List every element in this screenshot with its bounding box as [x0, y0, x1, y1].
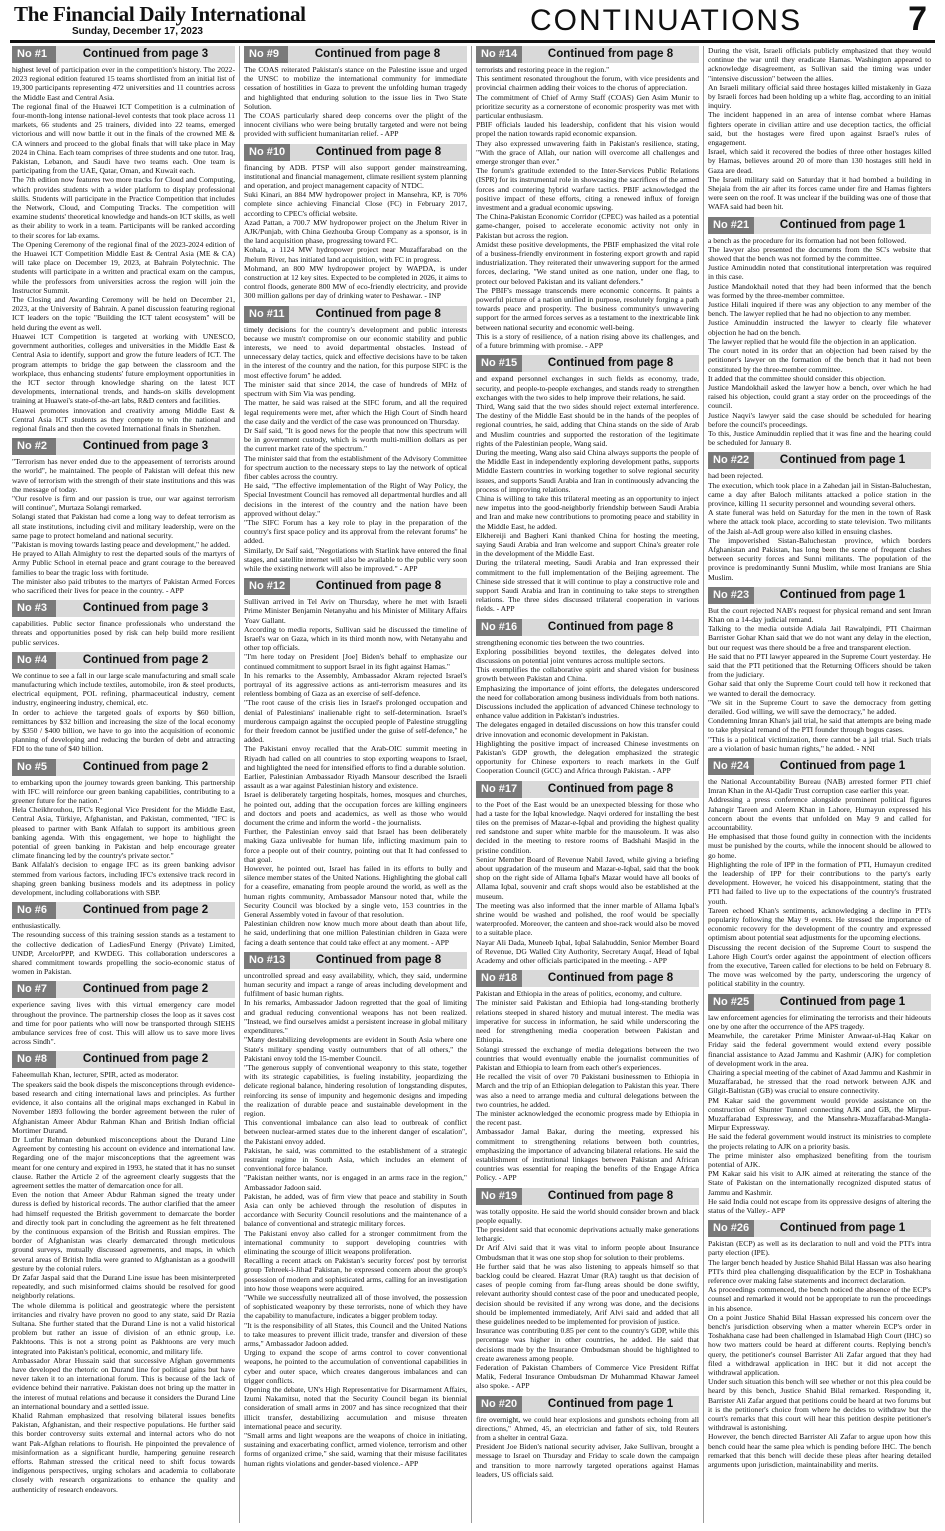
article-paragraph: Senior Member Board of Revenue Nabil Javed, while giving a briefing about upgradation of the museum and Mazar-e-Iqbal, said that the book shop on the right side of Allama Iqbal's Mazar would have all books of Allama Iqbal, souvenir and craft shops would also be established at the museum. — [476, 854, 699, 901]
item-number: No #7 — [12, 981, 56, 998]
continued-from-label: Continued from page 2 — [82, 653, 209, 666]
article-paragraph: The Opening Ceremony of the regional final of the 2023-2024 edition of the Huawei ICT Competition Middle East & Central Asia (ME & CA) will take place on December 19, 2023, at Bahrain Polytechnic. The students will participate in a written and practical exam on the campus, while the professors from universities across the region will join the Instructor Summit. — [12, 239, 235, 295]
item-number: No #20 — [476, 1396, 522, 1413]
article-paragraph: Insurance was contributing 0.85 per cent to the country's GDP, while this percentage was higher in other countries, he added. He said that decisions made by the Insurance Ombudsman should be highlighted to create awareness among people. — [476, 1326, 699, 1363]
item-header — [476, 355, 699, 372]
continuation-item — [244, 144, 467, 301]
continuation-item — [12, 1051, 235, 1493]
item-number: No #25 — [708, 994, 754, 1011]
article-paragraph: financing by ADB. PTSP will also support gender mainstreaming, institutional and financial management, climate resilient system planning and operation, and project management capacity of NTDC. — [244, 162, 467, 191]
item-number: No #2 — [12, 438, 56, 455]
article-paragraph: "Pakistan is moving towards lasting peace and development," he added. — [12, 539, 231, 549]
item-header — [708, 1220, 931, 1237]
article-paragraph: Amidst these positive developments, the PBIF emphasized the vital role of a business-friendly environment in fostering export growth and rapid industrialization. They reiterated their unwavering support for the armed forces, declaring, "We stand united as one nation, under one flag, to protect our beloved Pakistan and its valiant defenders." — [476, 239, 699, 286]
item-number: No #19 — [476, 1188, 522, 1205]
item-number: No #17 — [476, 781, 522, 798]
article-paragraph: The minister said that since 2014, the case of hundreds of MHz of spectrum with Sim Via was pending. — [244, 379, 467, 399]
article-paragraph: Israel is deliberately targeting hospitals, homes, mosques and churches, he pointed out, adding that the occupation forces are killing engineers and doctors and poets and academics, as well as those who would document the crime and inform the world - the journalists. — [244, 790, 467, 828]
article-paragraph: The COAS reiterated Pakistan's stance on the Palestine issue and urged the UNSC to mobilize the international community for immediate cessation of hostilities in Gaza to prevent the unfolding human tragedy and highlighted that enduring solution to the issue lies in Two State Solution. — [244, 65, 467, 111]
article-paragraph: Opening the debate, UN's High Representative for Disarmament Affairs, Izumi Nakamitsu, noted that the Security Council began its biennial consideration of small arms in 2007 and has since recognized that their illicit transfer, destabilizing accumulation and misuse threaten international peace and security. — [244, 1385, 467, 1431]
item-header — [12, 981, 235, 998]
continuation-item — [476, 1396, 699, 1479]
article-paragraph: Justice Aminuddin instructed the lawyer to clearly file whatever objection he had on the bench. — [708, 318, 931, 337]
article-paragraph: But the court rejected NAB's request for physical remand and sent Imran Khan on a 14-day judicial remand. — [708, 605, 931, 624]
article-paragraph: was totally opposite. He said the world should consider brown and black people equally. — [476, 1206, 699, 1225]
article-paragraph: The PBIF's message transcends mere economic concerns. It paints a powerful picture of a nation unified in purpose, resolutely forging a path towards peace and prosperity. The business community's unwavering support for the armed forces serves as a testament to the inextricable link between national security and economic well-being. — [476, 285, 699, 332]
article-paragraph: The impoverished Sistan-Baluchestan province, which borders Afghanistan and Pakistan, has long been the scene of frequent clashes between security forces and Sunni militants. The population of the province is predominantly Sunni Muslim, while most Iranians are Shia Muslim. — [708, 535, 931, 582]
item-number: No #14 — [476, 46, 522, 63]
continuation-item — [476, 970, 699, 1182]
item-header — [708, 758, 931, 775]
article-paragraph: "The generous supply of conventional weaponry to this state, together with its strategic capabilities, is fueling instability, jeopardizing the delicate regional balance, hindering resolution of longstanding disputes, reinforcing its sense of impunity and hegemonic designs and impeding the realization of durable peace and sustainable development in the region. — [244, 1062, 467, 1118]
article-paragraph: experience saving lives with this virtual emergency care model throughout the province. The partnership closes the loop as it saves cost and time for poor patients who will now be transported through SIEHS ambulance services free of cost. This will allow us to save more lives across Sindh". — [12, 1000, 235, 1047]
item-header — [12, 46, 235, 63]
issue-date: Sunday, December 17, 2023 — [72, 26, 203, 37]
continuation-item — [708, 994, 931, 1215]
article-paragraph: Azad Pattan, a 700.7 MW hydropower project on the Jhelum River in AJK/Punjab, with China Gezhouba Group Company as a sponsor, is in the land acquisition phase, progressing toward FC. — [244, 217, 467, 246]
continuation-item — [476, 46, 699, 350]
article-paragraph: The Pakistani envoy also called for a stronger commitment from the international community to support developing countries with eliminating the scourge of illicit weapons proliferation. — [244, 1228, 467, 1256]
continuation-item — [244, 46, 467, 139]
continuation-item — [244, 306, 467, 573]
article-paragraph: Solangi stated that Pakistan had come a long way to defeat terrorism as all state institutions, including civil and military leadership, were on the same page to protect homeland and national security. — [12, 512, 235, 540]
article-paragraph: He said, "The effective implementation of the Right of Way Policy, the Special Investment Council has removed all departmental hurdles and all decisions in the interest of the country and the nation have been approved without delay." — [244, 481, 467, 518]
continuation-item — [708, 1220, 931, 1469]
article-paragraph: Pakistan, he said, was committed to the establishment of a strategic restraint regime in South Asia, which includes an element of conventional force balance. — [244, 1145, 467, 1174]
item-number: No #9 — [244, 46, 288, 63]
masthead — [10, 0, 935, 43]
item-header — [12, 600, 235, 617]
item-header — [476, 1396, 699, 1413]
article-paragraph: Highlighting the positive impact of increased Chinese investments on Pakistan's GDP growth, the delegation emphasized the strategic opportunity for Chinese exporters to reach markets in the Gulf Cooperation Council (GCC) and Africa through Pakistan. - APP — [476, 738, 699, 776]
continued-from-label: Continued from page 8 — [547, 357, 674, 370]
article-paragraph: Suki Kinari, an 884 MW hydropower project in Mansehra, KP, is 70% complete since achieving Financial Close (FC) in February 2017, according to CPEC's official website. — [244, 190, 467, 218]
article-paragraph: On a point Justice Shahid Bilal Hassan expressed his concern over the bench's jurisdiction observing when a matter wherein ECP's order in Toshakhana case had been challenged in Islamabad High Court (IHC) so how two matters could be heard at different courts. Replying bench's query, the petitioner's counsel Barrister Ali Zafar argued that they had filed a withdrawal application in IHC but it did not accept the withdrawal application. — [708, 1312, 931, 1377]
article-paragraph: Urging to expand the scope of arms control to cover conventional weapons, he pointed to the accumulation of conventional capabilities in cyber and outer space, which creates dangerous imbalances and can trigger conflicts. — [244, 1348, 467, 1385]
article-paragraph: The president said that economic deprivations actually make generations lethargic. — [476, 1224, 699, 1244]
article-paragraph: The matter, he said was raised at the SIFC forum, and all the required legal requirements were met, after which the High Court of Sindh heard the case daily and the verdict of the case was pronounced on Thursday. — [244, 398, 467, 426]
item-header — [708, 587, 931, 604]
article-paragraph: Huawei ICT Competition is targeted at working with UNESCO, government authorities, colleges and universities in the Middle East & Central Asia to identify, support and grow the future leaders of ICT. The program attempts to bridge the gap between the classroom and the workplace, thus enhancing students' future employment opportunities in the ICT sector through knowledge sharing on the latest ICT developments, international trends, and hands-on skills development training at Huawei's state-of-the-art labs, R&D centers and facilities. — [12, 331, 235, 406]
column-1 — [12, 46, 235, 1523]
item-number: No #6 — [12, 902, 56, 919]
section-title: CONTINUATIONS — [530, 4, 803, 37]
article-paragraph: The speakers said the book dispels the misconceptions through evidence-based research and citing international laws and principles. As further evidence, it also contains all the original maps exchanged in Kabul in November 1893 following the border agreement between the ruler of Afghanistan Ameer Abdur Rahman Khan and British Indian official Mortimer Durand. — [12, 1079, 235, 1135]
article-paragraph: uncontrolled spread and easy availability, which, they said, undermine human security and impact a range of areas including development and fulfilment of basic human rights. — [244, 970, 467, 999]
article-paragraph: PM Kakar said the government would provide assistance on the construction of Shunter Tunnel connecting AJK and GB, the Mirpur-Muzaffarabad Expressway, and the Mansehra-Muzaffarabad-Mangla-Mirpur Expressway. — [708, 1095, 931, 1133]
article-paragraph: Tareen echoed Khan's sentiments, acknowledging a decline in PTI's popularity following the May 9 events. He stressed the importance of economic recovery for the development of the country and expressed optimism about potential seat adjustments for the upcoming elections. — [708, 905, 931, 943]
continued-from-label: Continued from page 8 — [547, 972, 674, 985]
newspaper-page — [10, 0, 935, 1523]
article-paragraph: capabilities. Public sector finance professionals who understand the threats and opportunities posed by risk can help build more resilient public services. — [12, 619, 235, 647]
item-header — [12, 902, 235, 919]
article-paragraph: highest level of participation ever in the competition's history. The 2022-2023 regional edition featured 15 teams shortlisted from an initial list of 19,300 participants representing 472 universities and 11 countries across the Middle East and Central Asia. — [12, 65, 235, 102]
continuation-item — [476, 781, 699, 966]
article-paragraph: The commitment of Chief of Army Staff (COAS) Gen Asim Munir to prioritize security as a cornerstone of economic prosperity was met with particular enthusiasm. — [476, 92, 699, 121]
item-number: No #11 — [244, 306, 289, 323]
continued-from-label: Continued from page 1 — [779, 995, 906, 1008]
item-number: No #22 — [708, 452, 754, 469]
article-paragraph: a bench as the procedure for its formation had not been followed. — [708, 235, 907, 245]
article-paragraph: Discussing the recent decision of the Supreme Court to suspend the Lahore High Court's order against the appointment of election officers from the executive, Tareen called for elections to be held on February 8. The move was welcomed by the party, underscoring the urgency of political stability in the country. — [708, 942, 931, 989]
article-paragraph: terrorists and restoring peace in the region." — [476, 65, 610, 74]
item-header — [12, 438, 235, 455]
article-paragraph: Hela Cheikhrouhou, IFC's Regional Vice President for the Middle East, Central Asia, Türkiye, Afghanistan, and Pakistan, commented, "IFC is pleased to partner with Bank Alfalah to support its ambitious green banking agenda. With this engagement, we hope to highlight the potential of green banking in Pakistan and help encourage greater climate financing led by the country's private sector." — [12, 805, 235, 861]
article-paragraph: The lawyer replied that he would file the objection in an application. — [708, 336, 917, 346]
article-paragraph: Recalling a recent attack on Pakistan's security forces' post by terrorist group Tehreek-i-Jihad Pakistan, he expressed concern about the group's possession of modern and sophisticated arms, calling for an investigation into how those weapons were acquired. — [244, 1256, 467, 1293]
article-paragraph: Even the notion that Ameer Abdur Rahman signed the treaty under duress is defied by historical records. The author clarified that the ameer had himself requested the British government to demarcate the border and directly took part in concluding the agreement as he felt threatened by the continuous expansion of the British and Russian empires. The border of Afghanistan was clearly demarcated through meticulous ground surveys, mutually discussed agreements, and maps, in which several areas of British India were granted to Afghanistan as a goodwill gesture by the colonial rulers. — [12, 1190, 235, 1273]
continued-from-label: Continued from page 1 — [779, 760, 906, 773]
article-paragraph: Further, the Palestinian envoy said that Israel has been deliberately making Gaza unliveable for human life, inflicting maximum pain to force a people out of their country, pointing out that It had confessed to that goal. — [244, 827, 467, 864]
item-number: No #18 — [476, 970, 522, 987]
article-paragraph: Chairing a special meeting of the cabinet of Azad Jammu and Kashmir in Muzaffarabad, he stressed that the road network between AJK and Gilgit-Baltistan (GB) was crucial to ensure connectivity. — [708, 1067, 931, 1096]
article-paragraph: The minister acknowledged the economic progress made by Ethiopia in the recent past. — [476, 1108, 699, 1128]
item-header — [12, 759, 235, 776]
article-paragraph: enthusiastically. — [12, 921, 61, 931]
article-paragraph: Nayar Ali Dada, Muneeb Iqbal, Iqbal Salahuddin, Senior Member Board of Revenue, DG Walled City Authority, Secretary Auqaf, Head of Iqbal Academy and other officials participated in the meeting. - APP — [476, 937, 699, 966]
article-paragraph: The lawyer also presented the documents from the SC's website that showed that the bench was not formed by the committee. — [708, 244, 931, 264]
continued-from-label: Continued from page 8 — [315, 307, 441, 320]
article-paragraph: President Joe Biden's national security adviser, Jake Sullivan, brought a message to Israel on Thursday and Friday to scale down the campaign and transition to more narrowly targeted operations against Hamas leaders, US officials said. — [476, 1442, 699, 1479]
continued-from-label: Continued from page 8 — [315, 145, 442, 158]
article-paragraph: A state funeral was held on Saturday for the men in the town of Rask where the attack took place, according to state television. Two militants of the Jaish al-Adl group were also killed in ensuing clashes. — [708, 508, 931, 536]
article-paragraph: He recalled the visit of over 70 Pakistani businessmen to Ethiopia in March and the trip of an Ethiopian delegation to Pakistan this year. There was also a need to arrange media and cultural delegations between the two countries, he added. — [476, 1072, 699, 1109]
item-header — [708, 217, 931, 234]
continuation-item — [708, 452, 931, 581]
article-paragraph: PBIF officials lauded his leadership, confident that his vision would propel the nation towards rapid economic expansion. — [476, 120, 699, 139]
item-number: No #8 — [12, 1051, 56, 1068]
article-paragraph: Solangi stressed the exchange of media delegations between the two countries that would eventually enable the journalist communities of Pakistan and Ethiopia to learn from each other's experiences. — [476, 1044, 699, 1072]
continued-from-label: Continued from page 8 — [547, 620, 674, 633]
continued-from-label: Continued from page 3 — [82, 48, 209, 60]
article-paragraph: This sentiment resonated throughout the forum, with vice presidents and provincial chairmen adding their voices to the chorus of appreciation. — [476, 74, 699, 93]
continuation-item — [476, 619, 699, 776]
article-paragraph: In his remarks, Ambassador Jadoon regretted that the goal of limiting and gradual reducing conventional weapons has not been realized. "Instead, we find ourselves amidst a persistent increase in global military expenditures." — [244, 998, 467, 1036]
continuation-item — [12, 981, 235, 1046]
item-number: No #1 — [12, 46, 56, 63]
article-paragraph: and expand personnel exchanges in such fields as economy, trade, security, and people-to-people exchanges, and stands ready to strengthen exchanges with the two sides to help improve their relations, he said. — [476, 374, 699, 402]
article-paragraph: The meeting was also informed that the inner marble of Allama Iqbal's shrine would be washed and polished, the roof would be specially waterproofed. Moreover, the canteen and shoe-rack would also be moved to a suitable place. — [476, 900, 699, 938]
item-header — [244, 952, 467, 969]
item-number: No #10 — [244, 144, 290, 161]
article-paragraph: Similarly, Dr Saif said, "Negotiations with Starlink have entered the final stages, and satellite internet will also be available to the public very soon while the existing network will also be improved." - APP — [244, 545, 467, 573]
article-paragraph: The prime minister also emphasized benefiting from the tourism potential of AJK. — [708, 1150, 931, 1169]
article-paragraph: "This is a political victimization, there cannot be a jail trial. Such trials are a violation of basic human rights," he added. - NNI — [708, 734, 931, 753]
item-number: No #26 — [708, 1220, 754, 1237]
continued-from-label: Continued from page 2 — [82, 760, 209, 773]
continuation-item — [12, 46, 235, 433]
article-paragraph: Dr Lutfur Rehman debunked misconceptions about the Durand Line Agreement by contesting his account on evidence and international law. Regarding one of the major misconceptions that the agreement was meant for one century and expired in 1993, he stated that it has no sunset clause. Rather the Article 2 of the agreement clearly suggests that the agreement settles the matter of demarcation once for all. — [12, 1134, 235, 1190]
article-paragraph: Elkhereiji and Bagheri Kani thanked China for hosting the meeting, saying Saudi Arabia and Iran welcome and support China's greater role in the development of the Middle East. — [476, 530, 699, 559]
article-paragraph: The larger bench headed by Justice Shahid Bilal Hassan was also hearing PTI's third plea challenging disqualification by the ECP in Toshakhana reference over making false statements and incorrect declaration. — [708, 1257, 931, 1285]
item-number: No #24 — [708, 758, 754, 775]
column-rule — [239, 46, 240, 1523]
article-paragraph: fire overnight, we could hear explosions and gunshots echoing from all directions," Ahmed, 45, an electrician and father of six, told Reuters from a shelter in central Gaza. — [476, 1414, 699, 1443]
article-paragraph: strengthening economic ties between the two countries. — [476, 637, 645, 647]
article-paragraph: Khalid Rahman emphasized that resolving bilateral issues benefits Pakistan, Afghanistan, and their respective populations. He further said this border controversy suits external and internal actors who do not want Pak-Afghan relations to flourish. He pinpointed the prevalence of misinformation as a significant hurdle, hampering genuine research efforts. Rahman stressed the critical need to shift focus towards indigenous perspectives, urging scholars and academia to collaborate closely with research organizations to enhance the quality and authenticity of research endeavors. — [12, 1411, 235, 1494]
article-paragraph: The execution, which took place in a Zahedan jail in Sistan-Baluchestan, came a day after Baloch militants attacked a police station in the province, killing 11 security personnel and wounding several others. — [708, 480, 931, 508]
continued-from-label: Continued from page 2 — [82, 904, 209, 917]
article-paragraph: "Our resolve is firm and our passion is true, our war against terrorism will continue", Murtaza Solangi remarked. — [12, 493, 235, 513]
article-paragraph: Ambassador Abrar Hussain said that successive Afghan governments have developed the rhetoric on Durand line for political gains but have never taken it to an international forum. This is because of the lack of evidence behind their narrative. Pakistan does not bring up the matter in the interest of mutual relations and because it considers the Durand Line an international boundary and a settled issue. — [12, 1355, 235, 1411]
article-paragraph: Justice Naqvi's lawyer said the case should be scheduled for hearing before the council's proceedings. — [708, 410, 931, 429]
article-paragraph: Israel, which said it recovered the bodies of three other hostages killed by Hamas, believes around 20 of more than 130 hostages still held in Gaza are dead. — [708, 147, 931, 175]
continued-from-label: Continued from page 3 — [82, 602, 209, 615]
article-paragraph: He said that no PTI lawyer appeared in the Supreme Court yesterday. He said that the PTI petitioned that the Returning Officers should be taken from the judiciary. — [708, 651, 931, 680]
article-paragraph: Justice Mandokhail asked the lawyer how a bench, over which he had raised his objection, could grant a stay order on the proceedings of the council. — [708, 382, 931, 411]
item-number: No #23 — [708, 587, 754, 604]
article-paragraph: This conventional imbalance can also lead to outbreak of conflict between nuclear-armed states due to the inherent danger of escalation", the Pakistani envoy added. — [244, 1118, 467, 1146]
continued-from-label: Continued from page 8 — [314, 48, 441, 60]
article-paragraph: Addressing a press conference alongside prominent political figures Jahangir Tareen and Aleem Khan in Lahore, Humayun expressed his concern about the events that unfolded on May 9 and called for accountability. — [708, 795, 931, 833]
continued-from-label: Continued from page 1 — [547, 1397, 674, 1410]
article-paragraph: He emphasised that those found guilty in connection with the incidents must be punished by the courts, while the innocent should be allowed to go home. — [708, 832, 931, 860]
item-number: No #5 — [12, 759, 56, 776]
continuation-item — [12, 652, 235, 754]
article-paragraph: Dr Zafar Jaspal said that the Durand Line issue has been misinterpreted repeatedly, and such misinformed claims should be resolved for good neighborly relations. — [12, 1272, 235, 1301]
continuation-item — [708, 46, 931, 212]
item-number: No #12 — [244, 578, 290, 595]
continued-from-label: Continued from page 1 — [779, 218, 906, 231]
article-paragraph: the National Accountability Bureau (NAB) arrested former PTI chief Imran Khan in the Al-Qadir Trust corruption case earlier this year. — [708, 777, 931, 796]
article-paragraph: He further said that he was also listening to appeals himself so that backlog could be cleared. Hazrat Umar (RA) taught us that decision of cases of people coming from far-flung areas should be done swiftly, relevant authority should contest case of the poor and uneducated people, decision should be revisited if any wrong was done, and the decisions should be implemented immediately, Arif Alvi said and added that all these guidelines needed to be implemented for provision of justice. — [476, 1261, 699, 1326]
item-number: No #3 — [12, 600, 56, 617]
continued-from-label: Continued from page 8 — [547, 48, 674, 60]
article-paragraph: Gohar said that only the Supreme Court could tell how it reckoned that we wanted to derail the democracy. — [708, 679, 931, 698]
article-paragraph: timely decisions for the country's development and public interests because we mustn't compromise on our economic stability and public interests, we need to avoid departmental obstacles. Instead of unnecessary delay tactics, quick and effective decisions have to be taken in the interest of the country and the nation, for this purpose SIFC is the most effective forum" he added. — [244, 324, 467, 380]
article-paragraph: Federation of Pakistan Chambers of Commerce Vice President Riffat Malik, Federal Insurance Ombudsman Dr Muhammad Khawar Jameel also spoke. - APP — [476, 1363, 699, 1391]
article-paragraph: to the Poet of the East would be an unexpected blessing for those who had a taste for the Iqbal knowledge. Naqvi ordered for installing the best tiles on the premises of Mazar-e-Iqbal and providing the highest quality red sandstone and super white marble for the mausoleum. It was also decided in the meeting to restore rooms of Badshahi Masjid in the pristine condition. — [476, 799, 699, 855]
item-header — [476, 781, 699, 798]
continued-from-label: Continued from page 8 — [315, 953, 442, 966]
article-paragraph: Justice Aminuddin noted that constitutional interpretation was required in this case. — [708, 263, 931, 282]
continued-from-label: Continued from page 8 — [315, 580, 442, 593]
article-paragraph: It added that the committee should consider this objection. — [708, 373, 886, 383]
column-4 — [708, 46, 931, 1523]
continued-from-label: Continued from page 1 — [779, 588, 906, 601]
article-paragraph: "The root cause of the crisis lies in Israel's prolonged occupation and denial of Palestinians' inalienable right to self-determination. Israel's murderous campaign against the occupied people of Palestine struggling for their freedom cannot be justified under the guise of self-defence," he added. — [244, 698, 467, 745]
item-header — [476, 970, 699, 987]
article-paragraph: Pakistan and Ethiopia in the areas of politics, economy, and culture. — [476, 989, 682, 999]
continuation-item — [476, 1188, 699, 1391]
item-number: No #13 — [244, 952, 290, 969]
item-number: No #4 — [12, 652, 56, 669]
column-3 — [476, 46, 699, 1523]
article-paragraph: This exemplifies the collaborative spirit and shared vision for business growth between Pakistan and China. — [476, 665, 699, 684]
continued-from-label: Continued from page 8 — [547, 782, 674, 795]
article-paragraph: Palestinian children now know much more about death than about life, he said, underlining that one million Palestinian children in Gaza were facing a death sentence that could take effect at any moment. - APP — [244, 919, 467, 947]
continued-from-label: Continued from page 2 — [82, 983, 209, 996]
item-header — [708, 994, 931, 1011]
item-header — [708, 452, 931, 469]
continued-from-label: Continued from page 1 — [779, 1222, 906, 1235]
continued-from-label: Continued from page 3 — [82, 440, 209, 453]
article-paragraph: They also expressed unwavering faith in Pakistan's resilience, stating, "With the grace of Allah, our nation will overcome all challenges and emerge stronger than ever." — [476, 138, 699, 167]
article-paragraph: "Pakistan neither wants, nor is engaged in an arms race in the region," Ambassador Jadoon said. — [244, 1173, 467, 1192]
article-paragraph: law enforcement agencies for eliminating the terrorists and their hideouts one by one after the occurrence of the APS tragedy. — [708, 1012, 931, 1031]
article-paragraph: The regional final of the Huawei ICT Competition is a culmination of four-month-long intense national-level contests that took place across 11 markets, 66 students and 25 trainers, divided into 22 teams, emerged victorious and will now battle it out in the finals of the crowned ME & CA winners and proceed to the global finals that will take place in May 2024 in China. Each team comprises of three students and one tutor. Iraq, Pakistan, Lebanon, and Saudi have two teams each. One team is participating from the UAE, Qatar, Oman, and Kuwait each. — [12, 101, 235, 176]
article-paragraph: Exploring possibilities beyond textiles, the delegates delved into discussions on potential joint ventures across multiple sectors. — [476, 646, 699, 665]
article-paragraph: The Israeli military said on Saturday that it had bombed a building in Shejaia from the air after its forces came under fire and Hamas fighters were seen on the roof. It was unclear if the building was one of those that WAFA said had been hit. — [708, 174, 931, 212]
article-paragraph: Earlier, Palestinian Ambassador Riyadh Mansour described the Israeli assault as a war against Palestinian history and existence. — [244, 772, 467, 791]
article-paragraph: China is willing to take this trilateral meeting as an opportunity to inject new impetus into the good-neighborly friendship between Saudi Arabia and Iran and make new contributions to promoting peace and stability in the Middle East, he added. — [476, 493, 699, 531]
column-2 — [244, 46, 467, 1523]
item-header — [476, 46, 699, 63]
article-paragraph: The minister said that from the establishment of the Advisory Committee for spectrum auction to the necessary steps to lay the network of optical fiber cables across the country. — [244, 453, 467, 481]
article-paragraph: During the visit, Israeli officials publicly emphasized that they would continue the war until they eradicate Hamas. Washington appeared to acknowledge disagreement, as Sullivan said the timing was under "intensive discussion" between the allies. — [708, 46, 931, 83]
item-header — [244, 306, 467, 323]
article-paragraph: Bank Alfalah's decision to engage IFC as its green banking advisor stemmed from various factors, including IFC's extensive track record in shaping green banking business models and its adeptness in policy development, including collaborations with SBP. — [12, 860, 235, 898]
article-paragraph: However, the bench directed Barrister Ali Zafar to argue upon how this bench could hear the same plea which is pending before IHC. The bench remarked that this bench will decide these pleas after hearing detailed arguments upon jurisdiction, maintainability and merits. — [708, 1432, 931, 1470]
article-paragraph: The Closing and Awarding Ceremony will be held on December 21, 2023, at the University of Bahrain. A panel discussion featuring regional ICT leaders on the topic "Building the ICT talent ecosystem" will be held during the event as well. — [12, 295, 235, 332]
article-paragraph: "The SIFC Forum has a key role to play in the preparation of the country's first space policy and its approval from the relevant forums" he added. — [244, 517, 467, 546]
continuation-item — [12, 902, 235, 976]
item-number: No #15 — [476, 355, 522, 372]
continuation-item — [708, 217, 931, 448]
paper-name: The Financial Daily International — [14, 2, 306, 26]
item-header — [476, 619, 699, 636]
article-paragraph: He said the federal government would instruct its ministries to complete the projects relating to AJK on a priority basis. — [708, 1132, 931, 1151]
article-paragraph: The minister also paid tributes to the martyrs of Pakistan Armed Forces who sacrificed their lives for peace in the country. - APP — [12, 576, 235, 595]
article-paragraph: had been rejected. — [708, 471, 764, 481]
article-paragraph: However, he pointed out, Israel has failed in its efforts to bully and silence member states of the United Nations. Highlighting the global call for a ceasefire, emanating from people around the world, as well as the human rights community, Ambassador Mansour noted that, while the Security Council was blocked by a single veto, 153 countries in the General Assembly voted in favour of that resolution. — [244, 864, 467, 920]
item-number: No #21 — [708, 217, 754, 234]
item-header — [476, 1188, 699, 1205]
article-paragraph: to embarking upon the journey towards green banking. This partnership with IFC will reinforce our green banking capabilities, contributing to a greener future for the nation." — [12, 777, 235, 806]
article-paragraph: "We sit in the Supreme Court to save the democracy from getting derailed. God willing, we will save the democracy," he added. — [708, 697, 931, 716]
article-paragraph: An Israeli military official said three hostages killed mistakenly in Gaza by Israeli forces had been holding up a white flag, according to an initial inquiry. — [708, 82, 931, 111]
article-paragraph: Mohmand, an 800 MW hydropower project by WAPDA, is under construction at 12 key sites. Expected to be completed in 2026, it aims to control floods, generate 800 MW of eco-friendly electricity, and provide 300 million gallons per day of drinking water to Peshawar. - INP — [244, 263, 467, 301]
article-paragraph: The Pakistani envoy recalled that the Arab-OIC summit meeting in Riyadh had called on all countries to stop exporting weapons to Israel, and highlighted the need for intensified efforts to find a durable solution. — [244, 744, 467, 772]
item-header — [244, 46, 467, 63]
continued-from-label: Continued from page 2 — [82, 1053, 209, 1066]
item-header — [12, 1051, 235, 1068]
article-paragraph: The delegates engaged in detailed discussions on how this transfer could drive innovation and economic development in Pakistan. — [476, 720, 699, 739]
item-header — [12, 652, 235, 669]
page-number: 7 — [908, 0, 927, 38]
continuation-item — [12, 600, 235, 647]
continued-from-label: Continued from page 8 — [547, 1189, 674, 1202]
article-paragraph: In his remarks to the Assembly, Ambassador Akram rejected Israel's portrayal of its aggressive actions as anti-terrorism measures and its relentless bombing of Gaza as an exercise of self-defence. — [244, 670, 467, 699]
article-paragraph: Emphasizing the importance of joint efforts, the delegates underscored the need for collaboration among business individuals from both nations. Discussions included the application of advanced Chinese technology to enhance value addition in Pakistan's industries. — [476, 683, 699, 721]
article-paragraph: PM Kakar said his visit to AJK aimed at reiterating the stance of the State of Pakistan on the internationally recognized disputed status of Jammu and Kashmir. — [708, 1169, 931, 1197]
article-paragraph: We continue to see a fall in our large scale manufacturing and small scale manufacturing which include textiles, automobile, iron & steel products, electrical equipment, POL refining, pharmaceutical industry, cement industry, engineering industry, chemical, etc. — [12, 670, 235, 708]
article-paragraph: Faheemullah Khan, lecturer, SPIR, acted as moderator. — [12, 1070, 179, 1080]
article-paragraph: Dr Saif said, "It is good news for the people that now this spectrum will be in government custody, which is worth multi-million dollars as per the current market rate of the spectrum." — [244, 425, 467, 454]
article-paragraph: Highlighting the role of IPP in the formation of PTI, Humayun credited the leadership of IPP for their contributions to the party's early development. However, he voiced his disappointment, stating that the PTI had failed to live up to the expectations of the country's frustrated youth. — [708, 859, 931, 906]
continuation-item — [12, 759, 235, 898]
item-number: No #16 — [476, 619, 522, 636]
article-paragraph: During the trilateral meeting, Saudi Arabia and Iran expressed their commitment to the full implementation of the Beijing agreement. The Chinese side stressed that it will continue to play a constructive role and support Saudi Arabia and Iran in continuing to take steps to strengthen relations. The three sides discussed trilateral cooperation in various fields. - APP — [476, 558, 699, 614]
article-paragraph: The resounding success of this training session stands as a testament to the collective dedication of LadiesFund Energy (Private) Limited, UNDP, ArcelorPPP, and KWDEG. This collaboration underscores a shared commitment towards propelling the socio-economic status of women in Pakistan. — [12, 930, 235, 977]
continued-from-label: Continued from page 1 — [779, 454, 906, 467]
article-paragraph: The China-Pakistan Economic Corridor (CPEC) was hailed as a potential game-changer, poised to accelerate economic activity not only in Pakistan but across the region. — [476, 212, 699, 240]
continuation-item — [476, 355, 699, 613]
article-paragraph: "While we successfully neutralized all of those involved, the possession of sophisticated weaponry by these terrorists, none of which they have the capability to manufacture, indicates a bigger problem today. — [244, 1292, 467, 1321]
column-rule — [471, 46, 472, 1523]
article-paragraph: The COAS particularly shared deep concerns over the plight of the innocent civilians who were being brutally targeted and were not being provided with sufficient humanitarian relief. - APP — [244, 111, 467, 139]
continuation-item — [708, 758, 931, 989]
article-paragraph: He said India could not escape from its oppressive designs of altering the status of the Valley.- APP — [708, 1196, 931, 1215]
article-paragraph: In order to achieve the targeted goals of exports by $60 billion, remittances by $32 billion and increasing the size of the local economy by $350 / $400 billion, we have to go into the acquisition of economic planning of developing and reducing the burden of debt and attracting FDI to the tune of $40 billion. — [12, 707, 235, 754]
article-paragraph: "I'm here today on President [Joe] Biden's behalf to emphasize our continued commitment to support Israel in its fight against Hamas." — [244, 652, 467, 671]
article-paragraph: Kohala, a 1124 MW hydropower project near Muzaffarabad on the Jhelum River, has initiated land acquisition, with FC in progress. — [244, 245, 467, 264]
article-paragraph: "Terrorism has never ended due to the appeasement of terrorists around the world", he maintained. The people of Pakistan will defeat this new wave of terrorism with the strength of their state institutions and this was the message of today. — [12, 457, 235, 494]
item-header — [244, 578, 467, 595]
article-paragraph: This is a story of resilience, of a nation rising above its challenges, and of a future brimming with promise. - APP — [476, 331, 699, 351]
columns-area — [10, 46, 935, 1523]
article-paragraph: Pakistan (ECP) as well as its declaration to null and void the PTI's intra party election (IPE). — [708, 1239, 931, 1258]
article-paragraph: The incident happened in an area of intense combat where Hamas fighters operate in civilian attire and use deception tactics, the official said, but the hostages were fired upon against Israel's rules of engagement. — [708, 110, 931, 148]
article-paragraph: The whole dilemma is political and geostrategic where the persistent irritancies and rivalry have proven no good to any state, said Dr Razia Sultana. She further stated that the Durand Line is not a valid historical problem but rather an issue of division of an ethnic group, i.e. Pakhtoons. This is not a strong point as Pakhtoons are very much integrated into Pakistan's political, economic, and military life. — [12, 1300, 235, 1356]
article-paragraph: Sullivan arrived in Tel Aviv on Thursday, where he met with Israeli Prime Minister Benjamin Netanyahu and his Minister of Military Affairs Yoav Gallant. — [244, 597, 467, 625]
continuation-item — [244, 578, 467, 947]
article-paragraph: Third, Wang said that the two sides should reject external interference. The destiny of the Middle East should be in the hands of the peoples of regional countries, he said, adding that China stands on the side of Arab and Muslim countries and supported the restoration of the legitimate rights of the Palestinian people, Wang said. — [476, 401, 699, 448]
article-paragraph: The forum's gratitude extended to the Inter-Services Public Relations (ISPR) for its instrumental role in showcasing the sacrifices of the armed forces and countering hybrid warfare tactics. PBIF acknowledged the positive impact of these efforts, citing a renewed influx of foreign investment and a gradual economic upswing. — [476, 166, 699, 213]
continuation-item — [12, 438, 235, 595]
article-paragraph: To this, Justice Aminuddin replied that it was fine and the hearing could be scheduled for January 8. — [708, 428, 931, 448]
item-header — [244, 144, 467, 161]
continuation-item — [708, 587, 931, 753]
article-paragraph: The court noted in its order that an objection had been raised by the petitioner's lawyer on the formation of the bench that it had not been constituted by the three-member committee. — [708, 346, 931, 374]
continuation-item — [244, 952, 467, 1468]
article-paragraph: Ambassador Jamal Bakar, during the meeting, expressed his commitment to strengthening relations between both countries, emphasizing the importance of advancing bilateral relations. He said the establishment of institutional linkages between Pakistan and African countries was essential for reaping the benefits of the Engage Africa Policy. - APP — [476, 1127, 699, 1183]
article-paragraph: Pakistan, he added, was of firm view that peace and stability in South Asia can only be achieved through the resolution of disputes in accordance with Security Council resolutions and the maintenance of a balance of conventional and strategic military forces. — [244, 1191, 467, 1229]
article-paragraph: As proceedings commenced, the bench noticed the absence of the ECP's counsel and remarked it would not be appropriate to run the proceedings in his absence. — [708, 1285, 931, 1313]
article-paragraph: "It is the responsibility of all States, this Council and the United Nations to take measures to prevent illicit trade, transfer and diversion of these arms," Ambassador Jadoon added. — [244, 1320, 467, 1348]
article-paragraph: Under such situation this bench will see whether or not this plea could be heard by this bench, Justice Shahid Bilal remarked. Responding it, Barrister Ali Zafar argued that petitions could be heard at two forums but it is the petitioner's choice from where he decides to withdraw but the court's remarks that this court will hear this petition despite petitioner's withdrawal is astonishing. — [708, 1377, 931, 1433]
article-paragraph: Justice Hilali inquired if there was any objection to any member of the bench. The lawyer replied that he had no objection to any member. — [708, 300, 931, 319]
article-paragraph: Dr Arif Alvi said that it was vital to inform people about Insurance Ombudsman that it was one stop shop for solution to their problems. — [476, 1243, 699, 1262]
article-paragraph: Meanwhile, the caretaker Prime Minister Anwaar-ul-Haq Kakar on Friday said the federal government would extend every possible financial assistance to Azad Jammu and Kashmir (AJK) for completion of development work in the area. — [708, 1031, 931, 1068]
article-paragraph: According to media reports, Sullivan said he discussed the timeline of Israel's war on Gaza, which in its third month now, with Netanyahu and other top officials. — [244, 624, 467, 653]
article-paragraph: "Small arms and light weapons are the weapons of choice in initiating, sustaining and exacerbating conflict, armed violence, terrorism and other forms of organized crime," she said, warning that their misuse facilitates human rights violations and gender-based violence.- APP — [244, 1431, 467, 1468]
article-paragraph: During the meeting, Wang also said China always supports the people of the Middle East in independently exploring development paths, supports Middle Eastern countries in working together to solve regional security issues, and supports Saudi Arabia and Iran in continuously advancing the process of improving relations. — [476, 447, 699, 494]
article-paragraph: Huawei promotes innovation and creativity among Middle East & Central Asia ICT students as they compete to win the national and regional finals and then the coveted International finals in Shenzhen. — [12, 405, 235, 433]
column-rule — [703, 46, 704, 1523]
article-paragraph: He prayed to Allah Almighty to rest the departed souls of the martyrs of Army Public School in eternal peace and grant courage to the bereaved families to bear the tragic loss with fortitude. — [12, 549, 235, 577]
article-paragraph: Justice Mandokhail noted that they had been informed that the bench was formed by the three-member committee. — [708, 281, 931, 300]
article-paragraph: Talking to the media outside Adiala Jail Rawalpindi, PTI Chairman Barrister Gohar Khan said that we do not want any delay in the election, but our request was there should be a free and transparent election. — [708, 624, 931, 652]
article-paragraph: The 7th edition now features two more tracks for Cloud and Computing, which provides students with a wider platform to display professional skills. Students will participate in the Practice Competition that includes the Network, Cloud, and Computing Tracks. The competition will examine students' theoretical knowledge and hands-on ICT skills, as well as their ability to work in a team. Participants will be ranked according to their scores for lab exams. — [12, 175, 235, 240]
article-paragraph: "Many destabilizing developments are evident in South Asia where one State's military spending vastly outnumbers that of all others," the Pakistani envoy told the 15-member Council. — [244, 1035, 467, 1063]
article-paragraph: Condemning Imran Khan's jail trial, he said that attempts are being made to take physical remand of the PTI founder through bogus cases. — [708, 716, 931, 735]
article-paragraph: The minister said Pakistan and Ethiopia had long-standing brotherly relations steeped in shared history and mutual interest. The media was imperative for success in information, he said while underscoring the need for strengthening media cooperation between Pakistan and Ethiopia. — [476, 998, 699, 1045]
